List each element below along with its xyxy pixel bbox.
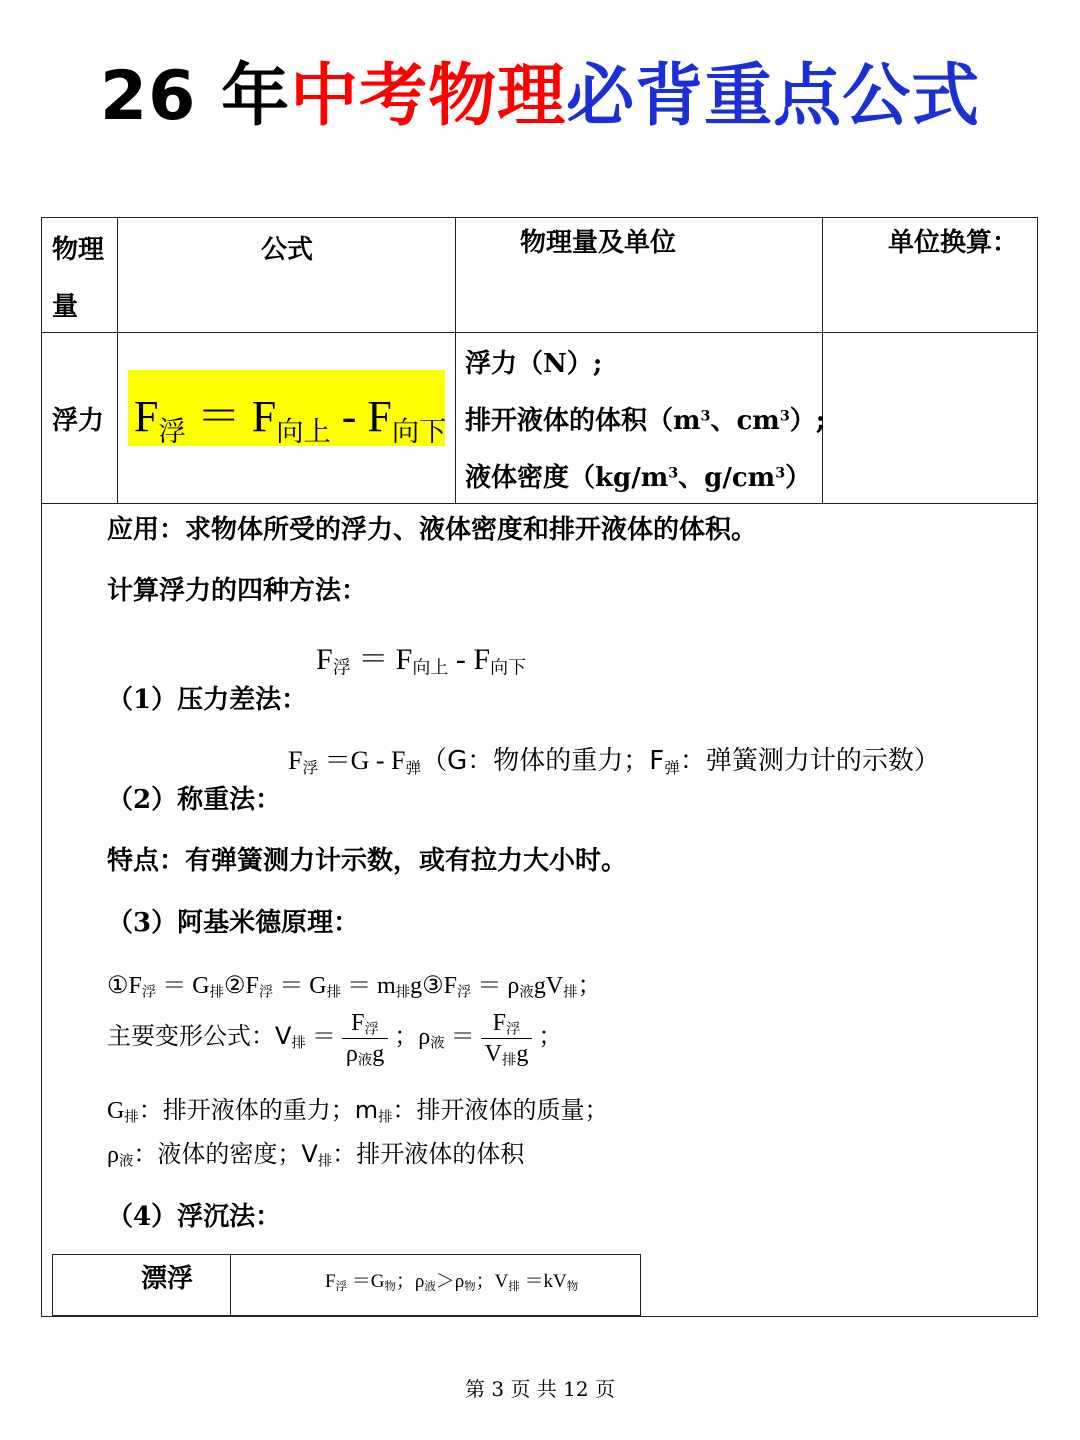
method-2-feature: 特点：有弹簧测力计示数，或有拉力大小时。 [107,846,628,876]
method-4-label: （4）浮沉法： [107,1202,282,1232]
table-header-divider [41,332,1038,333]
fraction-density: $\frac{F_浮}{V_排g}$ [481,1008,533,1069]
page-number: 第 3 页 共 12 页 [465,1377,615,1401]
fraction-volume: $\frac{F_浮}{\rho_液g}$ [342,1008,388,1069]
row-quantity-buoyancy: 浮力 [52,406,105,436]
definitions-line-2: $\rho_液$：液体的密度；$V_排$：排开液体的体积 [107,1140,525,1170]
floating-formula: $F_浮 =G_物$；$\rho_液>\rho_物$；$V_排 =kV_物$ [325,1271,579,1293]
table-row-divider [41,503,1038,504]
header-units: 物理量及单位 [520,228,677,258]
header-conversion: 单位换算： [888,228,1019,258]
header-quantity-line2: 量 [52,292,79,322]
definitions-line-1: $G_排$：排开液体的重力；$m_排$：排开液体的质量； [107,1096,609,1126]
title-blue-part: 必背重点公式 [566,57,981,136]
unit-displaced-volume: 排开液体的体积（$m^3$、$cm^3$）; [465,406,826,436]
unit-buoyancy: 浮力（N）; [465,349,603,379]
unit-liquid-density: 液体密度（$kg/m^3$、$g/cm^3$） [465,463,812,493]
derived-formulas: 主要变形公式：$V_排$ ＝ $\frac{F_浮}{\rho_液g}$ ；$\rho_液$ ＝ $\frac{F_浮}{V_排g}$ ； [107,1010,563,1069]
title-year: 26 年 [99,57,291,136]
header-formula: 公式 [261,235,314,265]
pressure-difference-formula: $F_浮 = F_{向上} - F_{向下}$ [316,643,527,679]
page-title [0,52,1080,142]
weighing-formula: $F_浮 =G - F_弹(G$：物体的重力；$F_弹$：弹簧测力计的示数） [288,746,940,777]
methods-heading: 计算浮力的四种方法： [107,576,368,606]
table-col-divider-2 [455,217,456,504]
title-red-part: 中考物理 [290,57,567,136]
method-2-label: （2）称重法： [107,785,282,815]
method-1-label: （1）压力差法： [107,685,308,715]
application-text: 应用：求物体所受的浮力、液体密度和排开液体的体积。 [107,515,758,545]
header-quantity-line1: 物理 [52,235,105,265]
table-col-divider-1 [117,217,118,504]
subtable-divider [230,1255,231,1315]
floating-label: 漂浮 [141,1264,194,1294]
buoyancy-formula: $F_浮 = F_{向上} - F_{向下}$ [134,392,447,448]
table-col-divider-3 [822,217,823,504]
method-3-label: （3）阿基米德原理： [107,908,360,938]
archimedes-formulas: $①F_浮$ ＝ $G_排②F_浮 = G_排$ ＝ $m_排g③F_浮 = \rho_液gV_排$； [107,973,602,1001]
